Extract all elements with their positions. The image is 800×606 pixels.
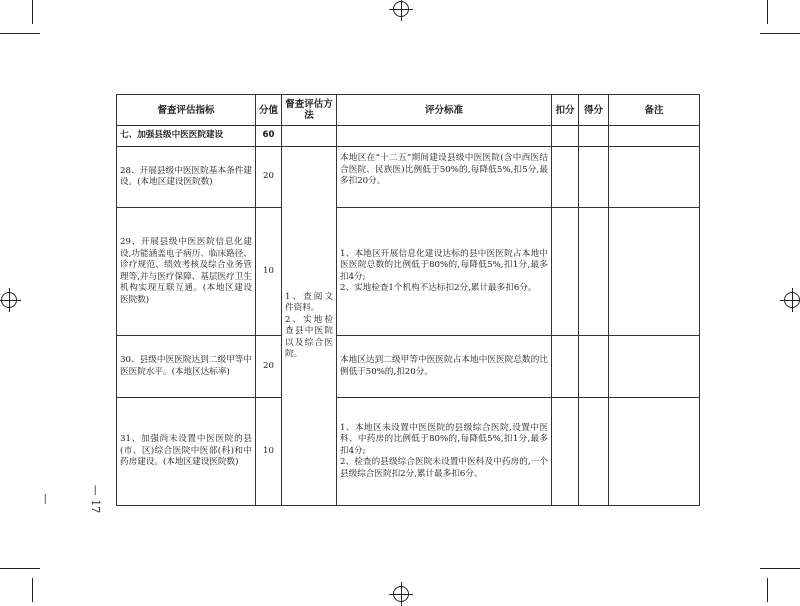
- score-cell: 20: [256, 147, 282, 208]
- section-score: 60: [256, 126, 282, 147]
- deduction-cell: [552, 208, 579, 336]
- registration-mark-top: [393, 1, 409, 17]
- crop-mark: [760, 568, 800, 569]
- registration-mark-left: [1, 292, 17, 308]
- header-points: 得分: [579, 95, 609, 126]
- deduction-cell: [552, 336, 579, 398]
- table-row: [117, 147, 700, 208]
- header-row: [117, 95, 700, 126]
- table-row: [117, 398, 700, 506]
- indicator-cell: 29、开展县级中医医院信息化建设,功能涵盖电子病历、临床路径、诊疗规范、绩效考核及综合业务管理等,并与医疗保障、基层医疗卫生机构实现互联互通。(本地区建设医院数): [117, 208, 256, 336]
- crop-mark: [32, 578, 33, 602]
- crop-mark: [32, 0, 33, 24]
- remarks-cell: [609, 147, 700, 208]
- table-row: [117, 208, 700, 336]
- header-remarks: 备注: [609, 95, 700, 126]
- table-row: [117, 336, 700, 398]
- header-indicator: 督查评估指标: [117, 95, 256, 126]
- indicator-cell: 30、县级中医医院达到二级甲等中医医院水平。(本地区达标率): [117, 336, 256, 398]
- criteria-cell: 本地区达到二级甲等中医医院占本地中医医院总数的比例低于50%的,扣20分。: [337, 336, 552, 398]
- points-cell: [579, 147, 609, 208]
- page-number: — 17 —: [39, 484, 102, 514]
- remarks-cell: [609, 336, 700, 398]
- section-label: 七、加强县级中医医院建设: [117, 126, 256, 147]
- method-cell: 1、查阅文件资料。 2、实地检查县中医院以及综合医院。: [282, 147, 337, 506]
- crop-mark: [760, 33, 800, 34]
- crop-mark: [0, 33, 40, 34]
- criteria-cell: 1、本地区未设置中医医院的县级综合医院,设置中医科、中药房的比例低于80%的,每降低5%,扣1分,最多扣4分; 2、检查的县级综合医院未设置中医科及中药房的,一个县级综合医院扣2分,累计最多扣6分。: [337, 398, 552, 506]
- indicator-cell: 28、开展县级中医医院基本条件建设。(本地区建设医院数): [117, 147, 256, 208]
- section-row: [117, 126, 700, 147]
- points-cell: [579, 398, 609, 506]
- remarks-cell: [609, 208, 700, 336]
- header-method: 督查评估方法: [282, 95, 337, 126]
- score-cell: 20: [256, 336, 282, 398]
- registration-mark-bottom: [393, 586, 409, 602]
- header-criteria: 评分标准: [337, 95, 552, 126]
- criteria-cell: 本地区在“十二五”期间建设县级中医医院(含中西医结合医院、民族医)比例低于50%的,每降低5%,扣5分,最多扣20分。: [337, 147, 552, 208]
- indicator-cell: 31、加强尚未设置中医医院的县(市、区)综合医院中医部(科)和中药房建设。(本地区建设医院数): [117, 398, 256, 506]
- crop-mark: [767, 0, 768, 24]
- registration-mark-right: [784, 292, 800, 308]
- criteria-cell: 1、本地区开展信息化建设达标的县中医医院占本地中医医院总数的比例低于80%的,每降低5%,扣1分,最多扣4分; 2、实地检查1个机构不达标扣2分,累计最多扣6分。: [337, 208, 552, 336]
- score-cell: 10: [256, 398, 282, 506]
- remarks-cell: [609, 398, 700, 506]
- deduction-cell: [552, 147, 579, 208]
- header-deduction: 扣分: [552, 95, 579, 126]
- points-cell: [579, 336, 609, 398]
- header-score: 分值: [256, 95, 282, 126]
- crop-mark: [0, 568, 40, 569]
- score-cell: 10: [256, 208, 282, 336]
- crop-mark: [767, 578, 768, 602]
- evaluation-table: [116, 94, 700, 506]
- points-cell: [579, 208, 609, 336]
- deduction-cell: [552, 398, 579, 506]
